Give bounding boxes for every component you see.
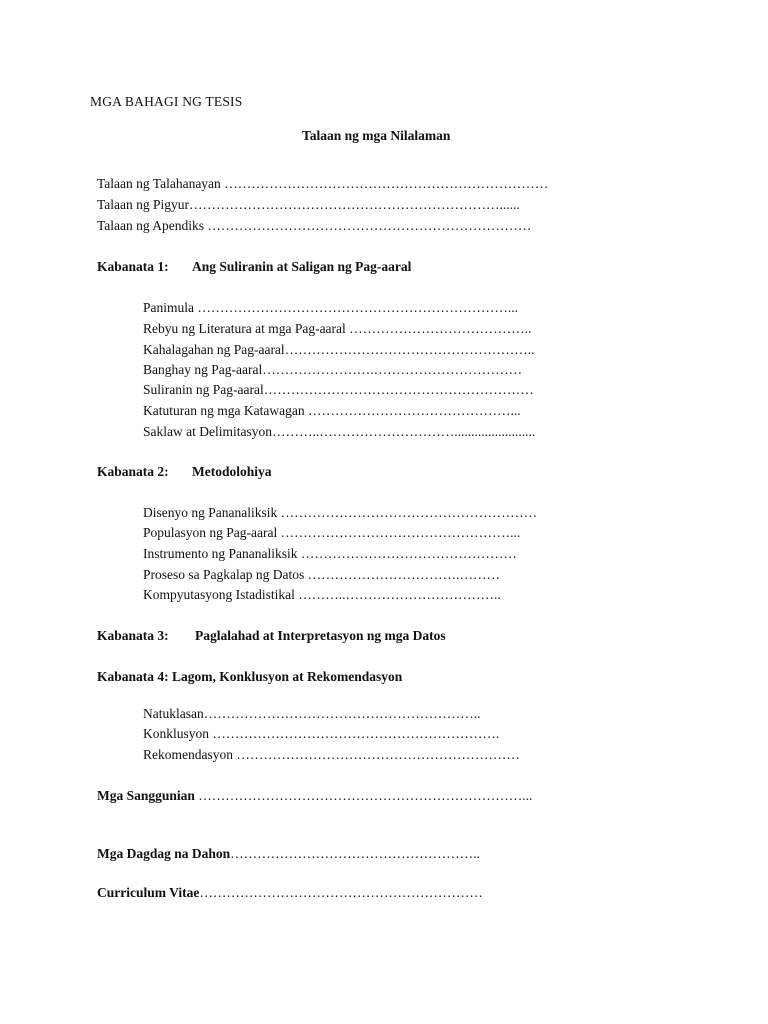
dot-leader: ………………………………………………..	[284, 342, 535, 357]
toc-entry-label: Populasyon ng Pag-aaral	[143, 525, 278, 540]
toc-entry-dagdag-na-dahon	[97, 845, 480, 863]
toc-entry-curriculum-vitae	[97, 884, 483, 902]
dot-leader: ……………………………………………………..	[203, 706, 481, 721]
toc-entry-label: Mga Dagdag na Dahon	[97, 846, 231, 861]
dot-leader: ……………………………………………………………...	[194, 300, 518, 315]
toc-entry-katuturan	[143, 402, 521, 420]
dot-leader: …………………………………………	[297, 546, 517, 561]
toc-entry-instrumento	[143, 545, 517, 563]
dot-leader: ……………………………………………………	[263, 382, 534, 397]
toc-entry-label: Saklaw at Delimitasyon	[143, 424, 272, 439]
chapter-2-heading	[97, 463, 272, 481]
chapter-number: Kabanata 2:	[97, 464, 169, 479]
dot-leader: ……………………………………………...	[277, 525, 521, 540]
toc-entry-sanggunian	[97, 787, 532, 805]
dot-leader: ………………………………………………..	[230, 846, 480, 861]
toc-entry-populasyon	[143, 524, 520, 542]
toc-entry-konklusyon	[143, 725, 499, 743]
toc-entry-kompyutasyon	[143, 586, 501, 604]
toc-entry-suliranin	[143, 381, 534, 399]
toc-entry-label: Natuklasan	[143, 706, 204, 721]
toc-entry-label: Kahalagahan ng Pag-aaral	[143, 342, 285, 357]
dot-leader: ………………………………………………………	[199, 885, 483, 900]
toc-entry-label: Kompyutasyong Istadistikal	[143, 587, 295, 602]
chapter-4-heading: Kabanata 4: Lagom, Konklusyon at Rekomendasyon	[97, 669, 403, 684]
chapter-title: Metodolohiya	[192, 464, 272, 479]
toc-entry-label: Talaan ng Apendiks	[97, 218, 205, 233]
toc-entry-label: Panimula	[143, 300, 194, 315]
dot-leader: ………..…………………………........................	[271, 424, 536, 439]
chapter-title: Ang Suliranin at Saligan ng Pag-aaral	[192, 259, 412, 274]
toc-entry-panimula	[143, 299, 518, 317]
dot-leader: ……………………………………………………………......	[189, 197, 520, 212]
toc-entry-saklaw	[143, 423, 535, 441]
toc-entry-kahalagahan	[143, 341, 534, 359]
toc-entry-label: Suliranin ng Pag-aaral	[143, 382, 264, 397]
chapter-3-heading	[97, 627, 446, 645]
toc-entry-label: Mga Sanggunian	[97, 788, 195, 803]
chapter-number: Kabanata 3:	[97, 628, 169, 643]
dot-leader: …………………….……………………………	[262, 362, 523, 377]
toc-entry-label: Talaan ng Pigyur	[97, 197, 190, 212]
toc-entry-label: Disenyo ng Pananaliksik	[143, 505, 278, 520]
toc-entry-label: Talaan ng Talahanayan	[97, 176, 221, 191]
toc-entry-apendiks	[97, 217, 531, 235]
toc-entry-label: Katuturan ng mga Katawagan	[143, 403, 305, 418]
toc-entry-label: Instrumento ng Pananaliksik	[143, 546, 298, 561]
toc-entry-disenyo	[143, 504, 537, 522]
dot-leader: ………………………………………………………	[233, 747, 520, 762]
dot-leader: …………………………….………	[304, 567, 500, 582]
toc-entry-banghay	[143, 361, 522, 379]
toc-entry-label: Curriculum Vitae	[97, 885, 200, 900]
dot-leader: ………………………………………………………………	[204, 218, 532, 233]
dot-leader: ………………………………………………………………	[220, 176, 549, 191]
toc-entry-label: Banghay ng Pag-aaral	[143, 362, 263, 377]
chapter-title: Paglalahad at Interpretasyon ng mga Datos	[195, 628, 446, 643]
toc-entry-label: Konklusyon	[143, 726, 210, 741]
dot-leader: …………………………………..	[345, 321, 532, 336]
toc-entry-label: Rekomendasyon	[143, 747, 233, 762]
toc-entry-proseso	[143, 566, 500, 584]
toc-entry-label: Rebyu ng Literatura at mga Pag-aaral	[143, 321, 346, 336]
dot-leader: ……………………………………………………….	[209, 726, 500, 741]
document-title: MGA BAHAGI NG TESIS	[90, 94, 243, 109]
dot-leader: ………………………………………...	[304, 403, 521, 418]
toc-entry-rekomendasyon	[143, 746, 520, 764]
toc-entry-label: Proseso sa Pagkalap ng Datos	[143, 567, 305, 582]
dot-leader: ………..……………………………..	[294, 587, 501, 602]
toc-entry-rebyu	[143, 320, 531, 338]
chapter-number: Kabanata 1:	[97, 259, 169, 274]
dot-leader: …………………………………………………	[277, 505, 538, 520]
toc-entry-talahanayan	[97, 175, 548, 193]
dot-leader: ………………………………………………………………...	[194, 788, 533, 803]
toc-entry-natuklasan	[143, 705, 480, 723]
toc-heading: Talaan ng mga Nilalaman	[302, 128, 451, 143]
chapter-1-heading	[97, 258, 411, 276]
toc-entry-pigyur	[97, 196, 520, 214]
